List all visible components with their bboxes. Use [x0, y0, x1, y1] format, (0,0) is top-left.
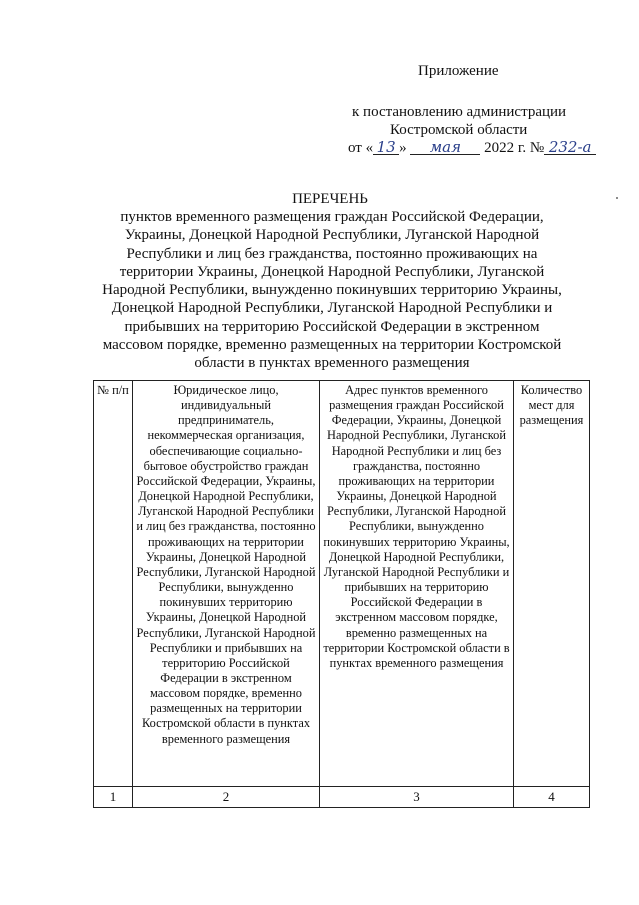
appendix-label: Приложение	[418, 63, 499, 79]
column-number: 1	[94, 787, 133, 808]
document-title: ПЕРЕЧЕНЬ	[292, 191, 368, 207]
handwritten-month: мая	[410, 140, 480, 155]
col-number-header: № п/п	[94, 381, 133, 787]
col-capacity-header: Количество мест для размещения	[514, 381, 590, 787]
year-text: 2022 г. №	[484, 140, 545, 156]
date-close-quote: »	[399, 140, 407, 156]
column-number: 3	[320, 787, 514, 808]
handwritten-day: 13	[373, 140, 399, 155]
col-entity-header: Юридическое лицо, индивидуальный предприниматель, некоммерческая организация, обеспечивающие социально-бытовое обустройство граждан Российской Федерации, Украины, Донецкой Народной Республики, Луганской Народной Республики и лиц без гражданства, постоянно проживающих на территории Украины, Донецкой Народной Республики, Луганской Народной Республики, вынужденно покинувших территорию Украины, Донецкой Народной Республики, Луганской Народной Республики и прибывших на территорию Российской Федерации в экстренном массовом порядке, временно размещенных на территории Костромской области в пунктах временного размещения	[133, 381, 320, 787]
date-line	[348, 139, 596, 157]
column-number-row	[94, 787, 590, 808]
scan-speck	[616, 197, 618, 199]
column-number: 2	[133, 787, 320, 808]
resolution-line: к постановлению администрации	[352, 104, 567, 120]
date-prefix: от «	[348, 140, 374, 156]
column-number: 4	[514, 787, 590, 808]
points-table	[93, 380, 590, 808]
table-header-row	[94, 381, 590, 787]
document-subtitle: пунктов временного размещения граждан Российской Федерации, Украины, Донецкой Народной Республики, Луганской Народной Республики и лиц без гражданства, постоянно проживающих на территории Украины, Донецкой Народной Республики, Луганской Народной Республики, вынужденно покинувших территорию Украины, Донецкой Народной Республики, Луганской Народной Республики и прибывших на территорию Российской Федерации в экстренном массовом порядке, временно размещенных на территории Костромской области в пунктах временного размещения	[102, 209, 562, 372]
region-line: Костромской области	[390, 122, 528, 138]
col-address-header: Адрес пунктов временного размещения граждан Российской Федерации, Украины, Донецкой Народной Республики, Луганской Народной Республики и лиц без гражданства, постоянно проживающих на территории Украины, Донецкой Народной Республики, Луганской Народной Республики, вынужденно покинувших территорию Украины, Донецкой Народной Республики, Луганской Народной Республики и прибывших на территорию Российской Федерации в экстренном массовом порядке, временно размещенных на территории Костромской области в пунктах временного размещения	[320, 381, 514, 787]
handwritten-number: 232-а	[544, 140, 596, 155]
